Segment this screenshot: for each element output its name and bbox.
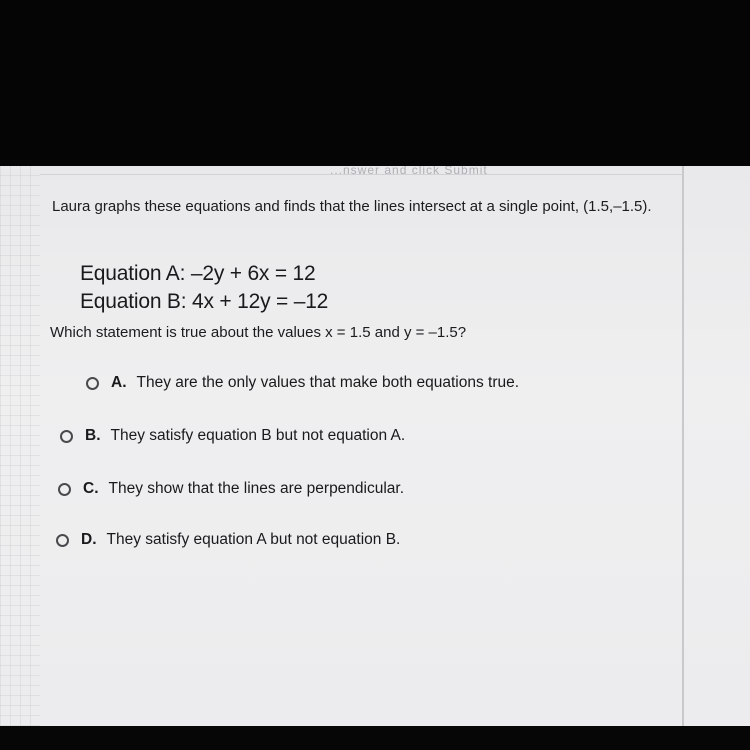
option-text: They are the only values that make both equations true. [136,374,520,391]
question-prompt: Which statement is true about the values x = 1.5 and y = –1.5? [50,324,467,341]
equation-a: Equation A: –2y + 6x = 12 [80,262,316,285]
option-letter: B. [85,427,101,444]
option-letter: D. [81,531,97,548]
option-text: They satisfy equation A but not equation B. [106,531,401,548]
option-letter: C. [83,480,99,497]
monitor-bezel-bottom [0,726,750,750]
question-screen [0,166,750,726]
panel-divider [40,174,682,175]
radio-button-icon[interactable] [58,483,71,496]
option-letter: A. [111,374,127,391]
grid-background [0,166,40,726]
radio-button-icon[interactable] [60,430,73,443]
radio-button-icon[interactable] [86,377,99,390]
header-partial-text: ...nswer and click Submit [330,166,488,174]
equation-b: Equation B: 4x + 12y = –12 [80,290,329,313]
answer-option-d[interactable] [56,528,400,552]
option-text: They satisfy equation B but not equation A. [110,427,406,444]
radio-button-icon[interactable] [56,534,69,547]
answer-option-b[interactable] [60,424,405,448]
answer-option-c[interactable] [58,477,404,501]
panel-right-edge [682,166,684,726]
option-text: They show that the lines are perpendicular. [108,480,405,497]
answer-option-a[interactable] [86,371,519,395]
question-intro: Laura graphs these equations and finds that the lines intersect at a single point, (1.5,–1.5). [52,198,652,215]
monitor-bezel-top [0,0,750,166]
